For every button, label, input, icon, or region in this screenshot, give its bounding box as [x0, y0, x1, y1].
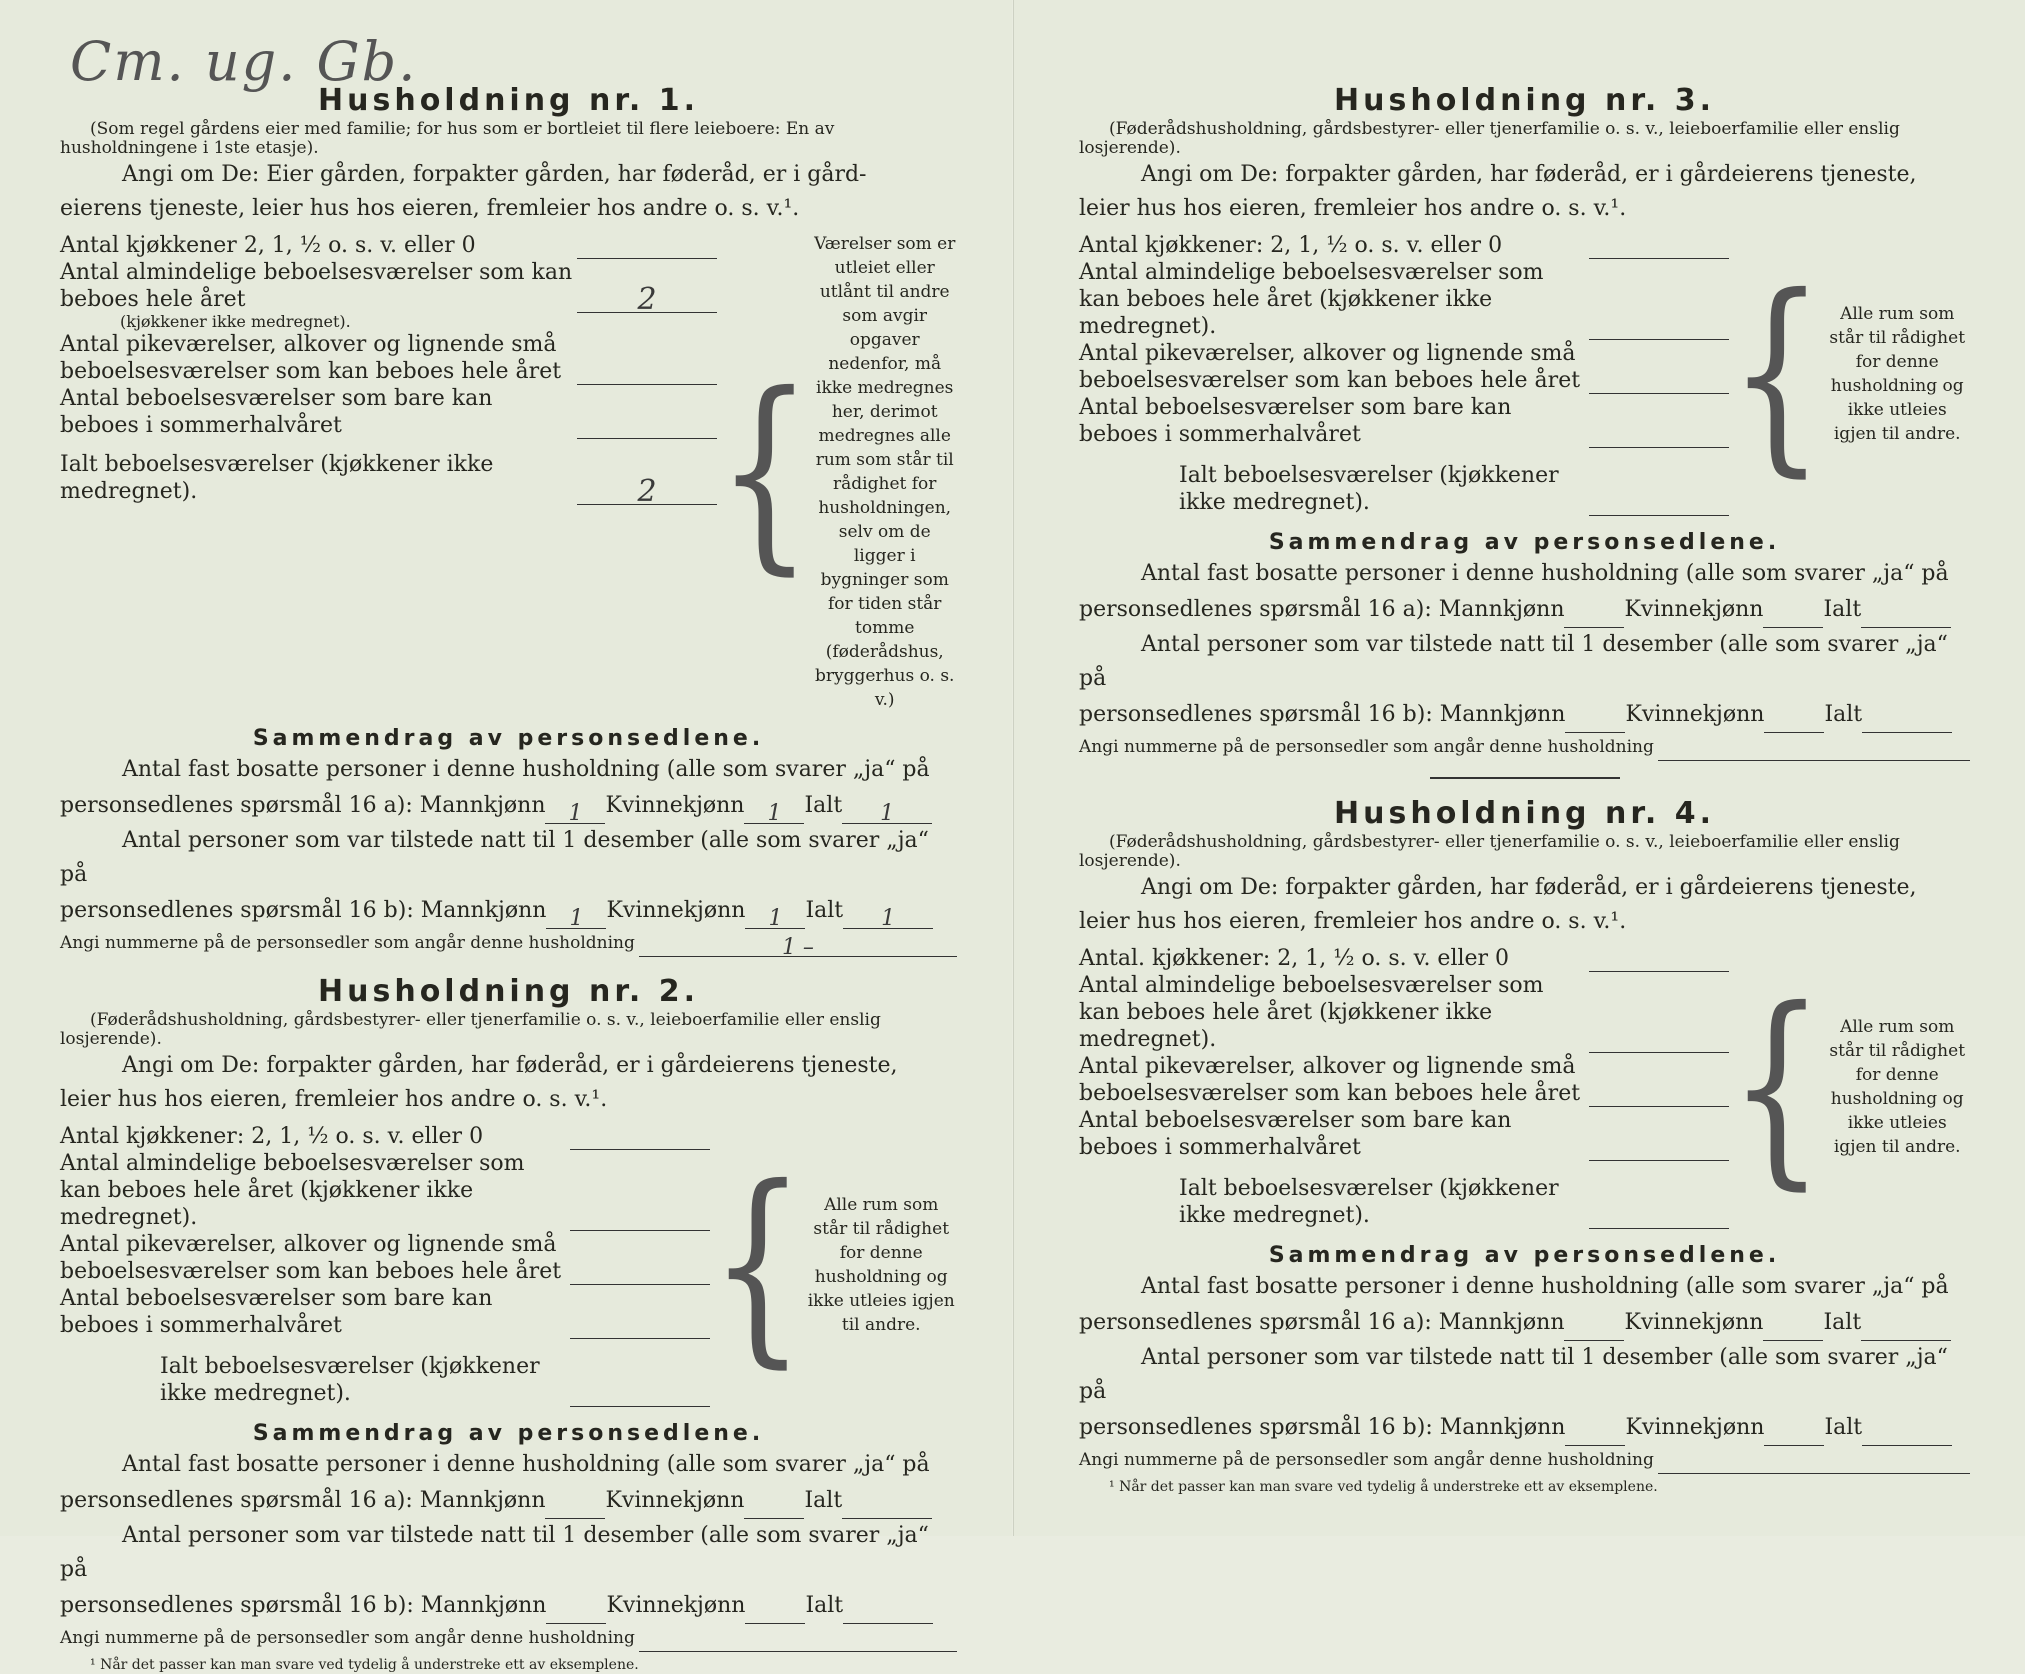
h4-summary-16b: personsedlenes spørsmål 16 b): Mannkjønn Kvinnekjønn Ialt [1079, 1409, 1970, 1446]
household-4 [1079, 795, 1970, 1474]
h4-summary-line2: Antal personer som var tilstede natt til 1 desember (alle som svarer „ja“ på [1079, 1345, 1948, 1404]
h3-16b-male[interactable] [1565, 704, 1625, 733]
h3-summary-16b: personsedlenes spørsmål 16 b): Mannkjønn Kvinnekjønn Ialt [1079, 696, 1970, 733]
h3-16a-male[interactable] [1564, 599, 1624, 628]
h4-summary-16a: personsedlenes spørsmål 16 a): Mannkjønn Kvinnekjønn Ialt [1079, 1304, 1970, 1341]
h1-summary-title: Sammendrag av personsedlene. [252, 726, 765, 751]
h2-summary-16b: personsedlenes spørsmål 16 b): Mannkjønn Kvinnekjønn Ialt [60, 1587, 957, 1624]
brace-icon: { [1729, 252, 1825, 496]
h2-summary-line2: Antal personer som var tilstede natt til 1 desember (alle som svarer „ja“ på [60, 1523, 929, 1582]
household-2-title: Husholdning nr. 2. [318, 974, 699, 1009]
h4-small-rooms-field[interactable] [1589, 1080, 1729, 1107]
household-1-angi-line2: eierens tjeneste, leier hus hos eieren, fremleier hos andre o. s. v.¹. [60, 196, 800, 221]
h1-summary-line2: Antal personer som var tilstede natt til 1 desember (alle som svarer „ja“ på [60, 828, 929, 887]
household-1-angi-line1: Angi om De: Eier gården, forpakter gården, har føderåd, er i gård- [122, 162, 867, 187]
household-1 [60, 82, 957, 960]
household-4-angi-line2: leier hus hos eieren, fremleier hos andre o. s. v.¹. [1079, 909, 1627, 934]
h1-row-rooms: Antal almindelige beboelsesværelser som kan beboes hele året 2 [60, 259, 717, 313]
corner-handwriting: Cm. ug. Gb. [70, 30, 418, 93]
section-divider [1430, 777, 1620, 779]
household-4-rooms [1079, 945, 1970, 1229]
h4-summer-field[interactable] [1589, 1134, 1729, 1161]
h1-row-rooms-note: (kjøkkener ikke medregnet). [120, 312, 351, 331]
brace-icon: { [717, 350, 813, 594]
h3-row-small-rooms: Antal pikeværelser, alkover og lignende små beboelsesværelser som kan beboes hele året [1079, 340, 1729, 394]
household-3-intro: (Føderådshusholdning, gårdsbestyrer- eller tjenerfamilie o. s. v., leieboerfamilie eller enslig losjerende). [1079, 119, 1900, 158]
household-2-intro: (Føderådshusholdning, gårdsbestyrer- eller tjenerfamilie o. s. v., leieboerfamilie eller enslig losjerende). [60, 1010, 881, 1049]
h4-rooms-note [1729, 945, 1970, 1229]
h4-16a-female[interactable] [1763, 1312, 1823, 1341]
h2-16b-total[interactable] [843, 1595, 933, 1624]
h4-16b-male[interactable] [1565, 1417, 1625, 1446]
h3-16a-total[interactable] [1861, 599, 1951, 628]
h3-summary-line2: Antal personer som var tilstede natt til 1 desember (alle som svarer „ja“ på [1079, 632, 1948, 691]
left-page [0, 0, 1012, 1673]
h1-row-ialt: Ialt beboelsesværelser (kjøkkener ikke medregnet). 2 [60, 451, 717, 505]
h2-summary-line1: Antal fast bosatte personer i denne husholdning (alle som svarer „ja“ på [122, 1452, 930, 1477]
h4-16a-total[interactable] [1861, 1312, 1951, 1341]
h1-summary-line1: Antal fast bosatte personer i denne husholdning (alle som svarer „ja“ på [122, 757, 930, 782]
h3-row-ialt: Ialt beboelsesværelser (kjøkkener ikke medregnet). [1079, 462, 1729, 516]
h1-kitchens-field[interactable] [577, 232, 717, 259]
h2-16a-male[interactable] [545, 1490, 605, 1519]
h1-rooms-field[interactable]: 2 [577, 286, 717, 313]
h4-numbers-field[interactable] [1658, 1451, 1970, 1474]
household-3-angi-line1: Angi om De: forpakter gården, har føderåd, er i gårdeierens tjeneste, [1141, 162, 1917, 187]
household-2 [60, 973, 957, 1652]
h2-numbers-field[interactable] [639, 1629, 957, 1652]
h2-summary-title: Sammendrag av personsedlene. [252, 1421, 765, 1446]
h1-row-small-rooms: Antal pikeværelser, alkover og lignende små beboelsesværelser som kan beboes hele året [60, 331, 717, 385]
h3-row-kitchens: Antal kjøkkener: 2, 1, ½ o. s. v. eller 0 [1079, 232, 1729, 259]
h1-summer-field[interactable] [577, 412, 717, 439]
h2-16a-female[interactable] [744, 1490, 804, 1519]
h3-note-text: Alle rum som står til rådighet for denne husholdning og ikke utleies igjen til andre. [1829, 304, 1966, 444]
h3-kitchens-field[interactable] [1589, 232, 1729, 259]
h2-summary-16a: personsedlenes spørsmål 16 a): Mannkjønn Kvinnekjønn Ialt [60, 1482, 957, 1519]
household-3-angi-line2: leier hus hos eieren, fremleier hos andre o. s. v.¹. [1079, 196, 1627, 221]
h1-16b-total[interactable]: 1 [843, 900, 933, 929]
h4-row-small-rooms: Antal pikeværelser, alkover og lignende små beboelsesværelser som kan beboes hele året [1079, 1053, 1729, 1107]
h3-small-rooms-field[interactable] [1589, 367, 1729, 394]
household-3-title: Husholdning nr. 3. [1334, 83, 1715, 118]
h1-row-summer: Antal beboelsesværelser som bare kan beboes i sommerhalvåret [60, 385, 717, 439]
h4-summary-title: Sammendrag av personsedlene. [1268, 1243, 1781, 1268]
h3-numbers-field[interactable] [1658, 738, 1970, 761]
h3-rooms-field[interactable] [1589, 313, 1729, 340]
right-page [1013, 0, 2025, 1536]
h3-16b-female[interactable] [1764, 704, 1824, 733]
h2-row-kitchens: Antal kjøkkener: 2, 1, ½ o. s. v. eller 0 [60, 1123, 710, 1150]
household-2-angi-line1: Angi om De: forpakter gården, har føderåd, er i gårdeierens tjeneste, [122, 1053, 898, 1078]
household-2-rooms [60, 1123, 957, 1407]
h3-numbers: Angi nummerne på de personsedler som angår denne husholdning [1079, 733, 1970, 761]
h4-16a-male[interactable] [1564, 1312, 1624, 1341]
h3-row-rooms: Antal almindelige beboelsesværelser som kan beboes hele året (kjøkkener ikke medregnet). [1079, 259, 1729, 340]
h4-16b-total[interactable] [1862, 1417, 1952, 1446]
h2-16b-male[interactable] [546, 1595, 606, 1624]
h3-summary-title: Sammendrag av personsedlene. [1268, 530, 1781, 555]
brace-icon: { [710, 1143, 806, 1387]
h3-row-summer: Antal beboelsesværelser som bare kan beboes i sommerhalvåret [1079, 394, 1729, 448]
right-footnote: ¹ Når det passer kan man svare ved tydelig å understreke ett av eksemplene. [1109, 1479, 1658, 1495]
h4-16b-female[interactable] [1764, 1417, 1824, 1446]
h2-row-summer: Antal beboelsesværelser som bare kan beboes i sommerhalvåret [60, 1285, 710, 1339]
h1-small-rooms-field[interactable] [577, 358, 717, 385]
h3-ialt-field[interactable] [1589, 489, 1729, 516]
h4-kitchens-field[interactable] [1589, 945, 1729, 972]
h2-rooms-field[interactable] [570, 1204, 710, 1231]
h2-rooms-note [710, 1123, 957, 1407]
h2-ialt-field[interactable] [570, 1380, 710, 1407]
h1-16a-female[interactable]: 1 [744, 795, 804, 824]
h1-16a-male[interactable]: 1 [545, 795, 605, 824]
h4-numbers: Angi nummerne på de personsedler som angår denne husholdning [1079, 1446, 1970, 1474]
brace-icon: { [1729, 965, 1825, 1209]
h3-rooms-note [1729, 232, 1970, 516]
h3-summary-16a: personsedlenes spørsmål 16 a): Mannkjønn Kvinnekjønn Ialt [1079, 591, 1970, 628]
h1-summary-16a: personsedlenes spørsmål 16 a): Mannkjønn 1 Kvinnekjønn 1 Ialt 1 [60, 787, 957, 824]
h1-numbers-field[interactable]: 1 – [639, 934, 957, 957]
h2-note-text: Alle rum som står til rådighet for denne husholdning og ikke utleies igjen til andre. [807, 1195, 955, 1335]
h4-row-summer: Antal beboelsesværelser som bare kan beboes i sommerhalvåret [1079, 1107, 1729, 1161]
h1-16b-female[interactable]: 1 [745, 900, 805, 929]
h3-summary-line1: Antal fast bosatte personer i denne husholdning (alle som svarer „ja“ på [1141, 561, 1949, 586]
h2-row-ialt: Ialt beboelsesværelser (kjøkkener ikke medregnet). [60, 1353, 710, 1407]
h2-numbers: Angi nummerne på de personsedler som angår denne husholdning [60, 1624, 957, 1652]
h2-row-small-rooms: Antal pikeværelser, alkover og lignende små beboelsesværelser som kan beboes hele året [60, 1231, 710, 1285]
h1-row-kitchens: Antal kjøkkener 2, 1, ½ o. s. v. eller 0 [60, 232, 717, 259]
h4-row-ialt: Ialt beboelsesværelser (kjøkkener ikke medregnet). [1079, 1175, 1729, 1229]
household-3 [1079, 82, 1970, 761]
h4-summary-line1: Antal fast bosatte personer i denne husholdning (alle som svarer „ja“ på [1141, 1274, 1949, 1299]
left-footnote: ¹ Når det passer kan man svare ved tydelig å understreke ett av eksemplene. [90, 1657, 639, 1673]
household-2-angi-line2: leier hus hos eieren, fremleier hos andre o. s. v.¹. [60, 1087, 608, 1112]
household-1-intro: (Som regel gårdens eier med familie; for hus som er bortleiet til flere leieboere: En av husholdningene i 1ste etasje). [60, 119, 835, 158]
h3-16a-female[interactable] [1763, 599, 1823, 628]
household-4-angi-line1: Angi om De: forpakter gården, har føderåd, er i gårdeierens tjeneste, [1141, 875, 1917, 900]
h1-ialt-field[interactable]: 2 [577, 478, 717, 505]
h2-small-rooms-field[interactable] [570, 1258, 710, 1285]
h4-row-kitchens: Antal. kjøkkener: 2, 1, ½ o. s. v. eller 0 [1079, 945, 1729, 972]
household-4-title: Husholdning nr. 4. [1334, 796, 1715, 831]
household-1-title: Husholdning nr. 1. [318, 83, 699, 118]
h2-16a-total[interactable] [842, 1490, 932, 1519]
h4-row-rooms: Antal almindelige beboelsesværelser som kan beboes hele året (kjøkkener ikke medregnet). [1079, 972, 1729, 1053]
h2-row-rooms: Antal almindelige beboelsesværelser som kan beboes hele året (kjøkkener ikke medregnet). [60, 1150, 710, 1231]
h1-16a-total[interactable]: 1 [842, 795, 932, 824]
h1-numbers: Angi nummerne på de personsedler som angår denne husholdning 1 – [60, 929, 957, 957]
h1-summary-16b: personsedlenes spørsmål 16 b): Mannkjønn 1 Kvinnekjønn 1 Ialt 1 [60, 892, 957, 929]
h4-note-text: Alle rum som står til rådighet for denne husholdning og ikke utleies igjen til andre. [1829, 1017, 1966, 1157]
h3-summer-field[interactable] [1589, 421, 1729, 448]
h1-rooms-note [717, 232, 957, 712]
h1-note-text: Værelser som er utleiet eller utlånt til andre som avgir opgaver nedenfor, må ikke medregnes her, derimot medregnes alle rum som står til rådighet for husholdningen, selv om de ligger i bygninger som for tiden står tomme (føderådshus, bryggerhus o. s. v.) [814, 234, 956, 710]
h2-summer-field[interactable] [570, 1312, 710, 1339]
h1-16b-male[interactable]: 1 [546, 900, 606, 929]
h4-rooms-field[interactable] [1589, 1026, 1729, 1053]
h2-16b-female[interactable] [745, 1595, 805, 1624]
h3-16b-total[interactable] [1862, 704, 1952, 733]
h2-kitchens-field[interactable] [570, 1123, 710, 1150]
household-3-rooms [1079, 232, 1970, 516]
household-4-intro: (Føderådshusholdning, gårdsbestyrer- eller tjenerfamilie o. s. v., leieboerfamilie eller enslig losjerende). [1079, 832, 1900, 871]
household-1-rooms [60, 232, 957, 712]
h4-ialt-field[interactable] [1589, 1202, 1729, 1229]
